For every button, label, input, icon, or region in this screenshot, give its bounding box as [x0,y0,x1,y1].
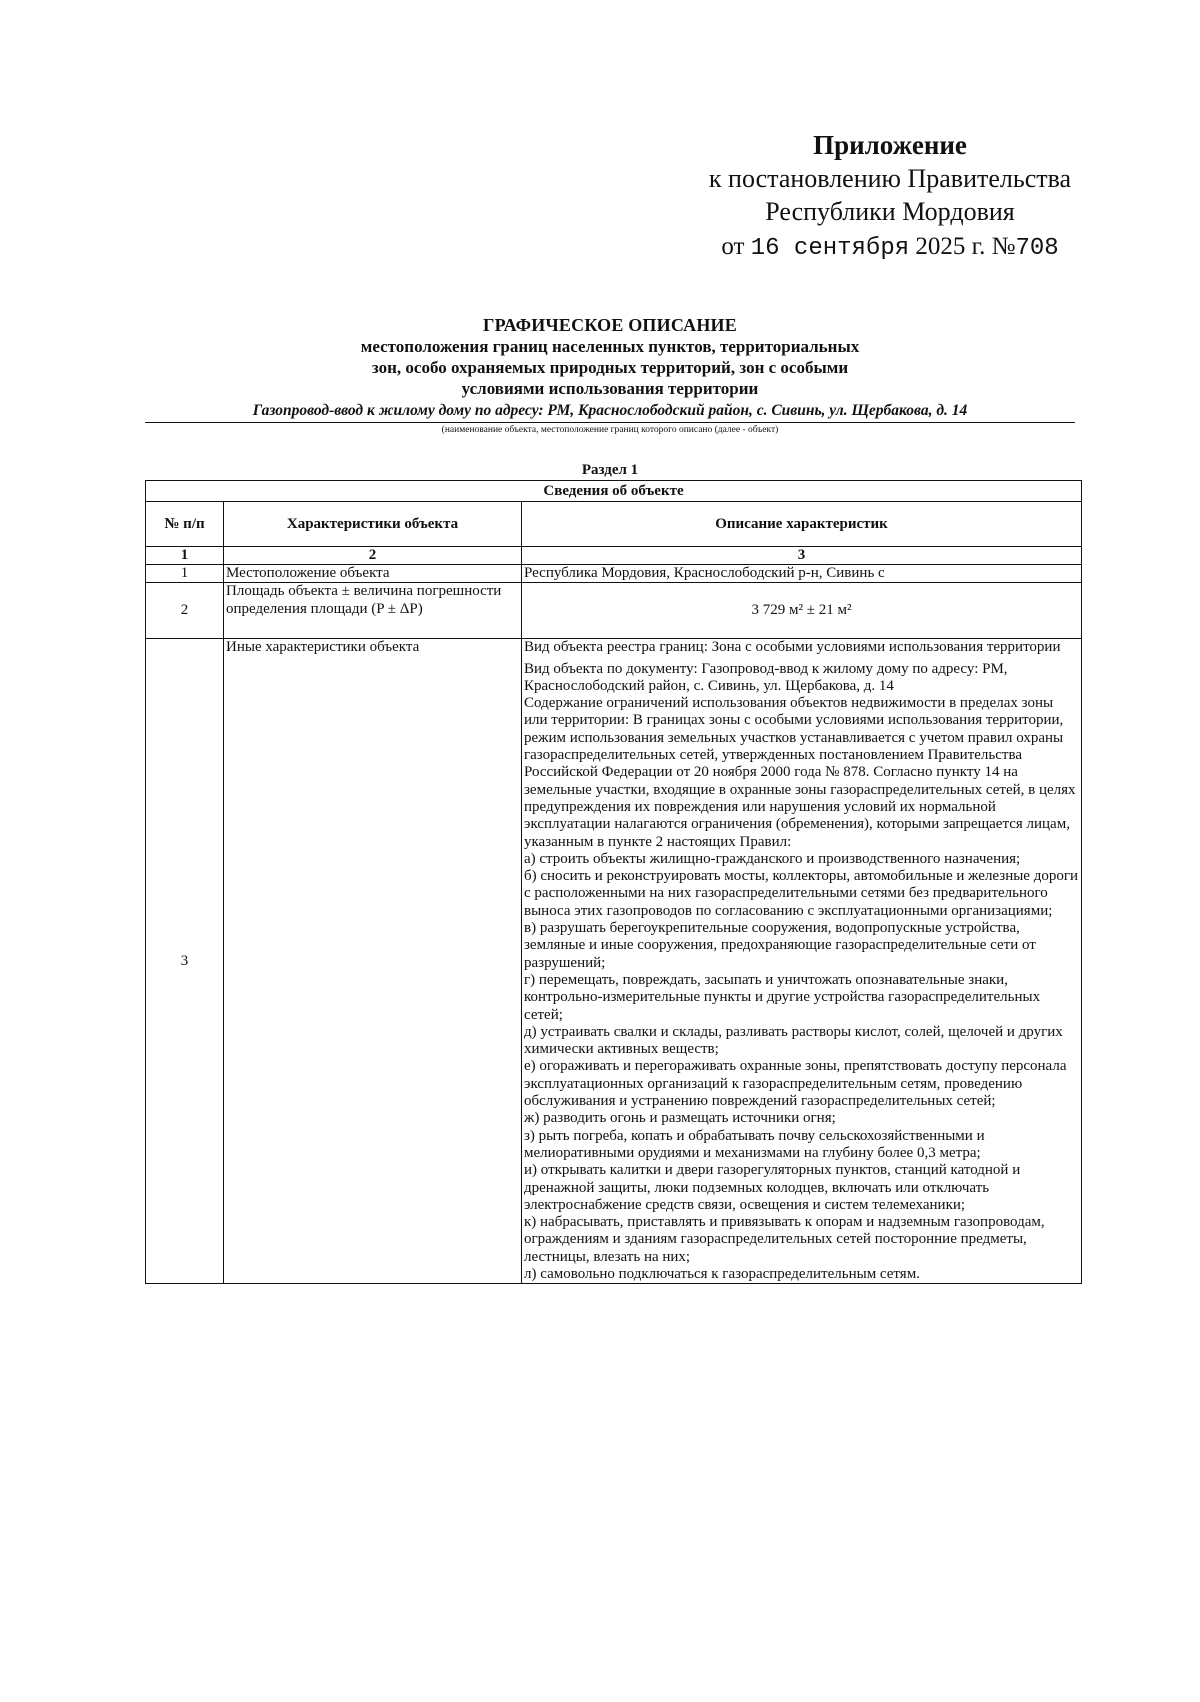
header-characteristics: Характеристики объекта [224,502,522,547]
heading-sub-3: условиями использования территории [461,379,759,398]
restriction-item: б) сносить и реконструировать мосты, коллекторы, автомобильные и железные дороги с расположенными на них газораспределительными сетями без предварительного выноса этих газопроводов по согласованию с эксплуатационными организациями; [524,868,1079,919]
row-1-num: 1 [146,565,224,583]
appendix-line-2: Республики Мордовия [765,197,1015,226]
restriction-item: к) набрасывать, приставлять и привязывать к опорам и надземным газопроводам, ограждениям и зданиям газораспределительных сетей посторонние предметы, лестницы, влезать на них; [524,1214,1045,1265]
restriction-item: з) рыть погреба, копать и обрабатывать почву сельскохозяйственными и мелиоративными орудиями и механизмами на глубину более 0,3 метра; [524,1127,985,1161]
section-label: Раздел 1 [581,462,639,478]
row-2-desc: 3 729 м² ± 21 м² [522,583,1082,639]
restriction-item: г) перемещать, повреждать, засыпать и уничтожать опознавательные знаки, контрольно-измерительные пункты и другие устройства газораспределительных сетей; [524,971,1041,1023]
document-heading [145,314,1075,437]
object-name: Газопровод-ввод к жилому дому по адресу: РМ, Краснослободский район, с. Сивинь, ул. Щербакова, д. 14 [252,402,968,419]
date-prefix: от [721,233,745,260]
object-info-table [145,480,1082,1284]
restriction-item: в) разрушать берегоукрепительные сооружения, водопропускные устройства, земляные и иные сооружения, предохраняющие газораспределительные сети от разрушений; [524,920,1036,971]
row-3-num: 3 [146,639,224,1284]
date-year: 2025 г. № [915,233,1016,260]
object-underline [145,422,1075,423]
document-number: 708 [1015,235,1059,262]
restriction-item: ж) разводить огонь и размещать источники огня; [524,1110,836,1127]
row-1-desc: Республика Мордовия, Краснослободский р-н, Сивинь с [522,565,1082,583]
row-3-desc-registry-type: Вид объекта реестра границ: Зона с особыми условиями использования территории [524,639,1061,656]
appendix-title: Приложение [813,130,967,160]
table-row [146,639,1082,1284]
heading-sub-2: зон, особо охраняемых природных территорий, зон с особыми [371,358,849,377]
restriction-item: д) устраивать свалки и склады, разливать растворы кислот, солей, щелочей и других химически активных веществ; [524,1023,1063,1058]
header-num: № п/п [146,502,224,547]
table-row [146,583,1082,639]
restriction-item: л) самовольно подключаться к газораспределительным сетям. [524,1265,920,1282]
column-number-row [146,547,1082,565]
colnum-2: 2 [224,547,522,565]
row-3-char: Иные характеристики объекта [224,639,522,1284]
row-3-desc-document-type: Вид объекта по документу: Газопровод-ввод к жилому дому по адресу: РМ, Краснослободский район, с. Сивинь, ул. Щербакова, д. 14 [524,660,1008,694]
colnum-3: 3 [522,547,1082,565]
table-caption: Сведения об объекте [146,481,1082,502]
appendix-block [660,128,1120,266]
appendix-date-line [660,230,1120,266]
row-2-char: Площадь объекта ± величина погрешности определения площади (P ± ΔP) [224,583,522,639]
table-header-row [146,502,1082,547]
table-row [146,565,1082,583]
heading-sub-1: местоположения границ населенных пунктов, территориальных [360,337,860,356]
appendix-line-1: к постановлению Правительства [708,164,1072,193]
restriction-item: а) строить объекты жилищно-гражданского и производственного назначения; [524,850,1021,867]
restriction-item: е) огораживать и перегораживать охранные зоны, препятствовать доступу персонала эксплуатационных организаций к газораспределительным сетям, проведению обслуживания и устранению повреждений газораспределительных сетей; [524,1058,1067,1110]
row-3-desc [522,639,1082,1284]
restriction-item: и) открывать калитки и двери газорегуляторных пунктов, станций катодной и дренажной защиты, люки подземных колодцев, включать или отключать электроснабжение средств связи, освещения и систем телемеханики; [524,1162,1021,1213]
header-description: Описание характеристик [522,502,1082,547]
table-caption-row [146,481,1082,502]
date-value: 16 сентября [750,235,910,262]
heading-main: ГРАФИЧЕСКОЕ ОПИСАНИЕ [483,315,737,335]
colnum-1: 1 [146,547,224,565]
object-note: (наименование объекта, местоположение границ которого описано (далее - объект) [441,425,779,435]
row-2-num: 2 [146,583,224,639]
row-3-desc-restrictions: Содержание ограничений использования объектов недвижимости в пределах зоны или территории: В границах зоны с особыми условиями использования территории, режим использования земельных участков устанавливается с учетом правил охраны газораспределительных сетей, утвержденных постановлением Правительства Российской Федерации от 20 ноября 2000 года № 878. Согласно пункту 14 на земельные участки, входящие в охранные зоны газораспределительных сетей, в целях предупреждения их повреждения или нарушения условий их нормальной эксплуатации налагаются ограничения (обременения), которыми запрещается лицам, указанным в пункте 2 настоящих Правил: [524,695,1076,850]
row-1-char: Местоположение объекта [224,565,522,583]
